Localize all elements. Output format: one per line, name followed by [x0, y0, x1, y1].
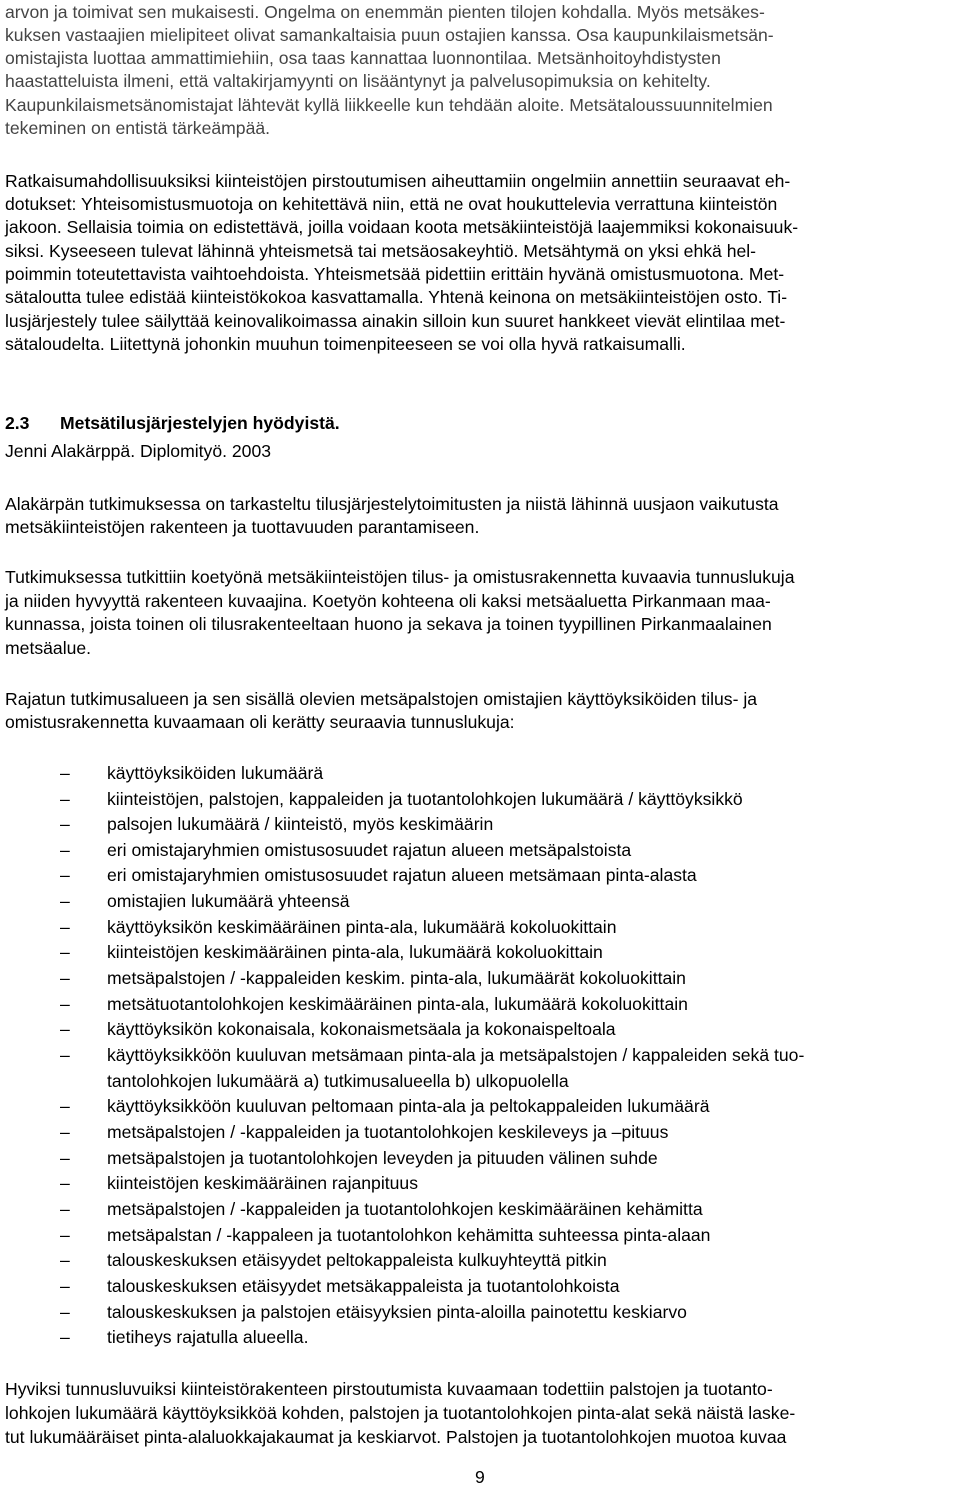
text-line: tut lukumääräiset pinta-alaluokkajakaumat ja keskiarvot. Palstojen ja tuotantolohkojen muotoa kuvaa	[5, 1427, 787, 1447]
list-item-text: käyttöyksiköiden lukumäärä	[107, 763, 324, 783]
list-item-text: kiinteistöjen, palstojen, kappaleiden ja tuotantolohkojen lukumäärä / käyttöyksikkö	[107, 789, 743, 809]
list-item-text: eri omistajaryhmien omistusosuudet rajatun alueen metsäpalstoista	[107, 840, 632, 860]
list-dash: –	[60, 917, 70, 937]
list-item-continuation: tantolohkojen lukumäärä a) tutkimusalueella b) ulkopuolella	[107, 1071, 569, 1091]
list-item-text: kiinteistöjen keskimääräinen pinta-ala, lukumäärä kokoluokittain	[107, 942, 603, 962]
list-item-text: käyttöyksikön keskimääräinen pinta-ala, lukumäärä kokoluokittain	[107, 917, 617, 937]
list-item-text: palsojen lukumäärä / kiinteistö, myös keskimäärin	[107, 814, 494, 834]
text-line: metsäalue.	[5, 638, 92, 658]
text-line: jakoon. Sellaisia toimia on edistettävä, joilla voidaan koota metsäkiinteistöjä laajemmiksi kokonaisuuk-	[5, 217, 799, 237]
list-item-text: omistajien lukumäärä yhteensä	[107, 891, 350, 911]
text-line: haastatteluista ilmeni, että valtakirjamyynti on lisääntynyt ja palvelusopimuksia on kehitelty.	[5, 71, 711, 91]
list-dash: –	[60, 1019, 70, 1039]
list-item-text: tietiheys rajatulla alueella.	[107, 1327, 309, 1347]
list-dash: –	[60, 968, 70, 988]
list-item-text: käyttöyksikön kokonaisala, kokonaismetsäala ja kokonaispeltoala	[107, 1019, 616, 1039]
list-dash: –	[60, 1250, 70, 1270]
text-line: tekeminen on entistä tärkeämpää.	[5, 118, 271, 138]
list-dash: –	[60, 1199, 70, 1219]
text-line: siksi. Kyseeseen tulevat lähinnä yhteismetsä tai metsäosakeyhtiö. Metsähtymä on yksi ehkä hel-	[5, 241, 757, 261]
section-number: 2.3	[5, 413, 30, 433]
text-line: Alakärpän tutkimuksessa on tarkasteltu tilusjärjestelytoimitusten ja niistä lähinnä uusjaon vaikutusta	[5, 494, 779, 514]
list-dash: –	[60, 865, 70, 885]
text-line: Tutkimuksessa tutkittiin koetyönä metsäkiinteistöjen tilus- ja omistusrakennetta kuvaavia tunnuslukuja	[5, 567, 795, 587]
list-dash: –	[60, 1045, 70, 1065]
list-item-text: metsätuotantolohkojen keskimääräinen pinta-ala, lukumäärä kokoluokittain	[107, 994, 688, 1014]
list-dash: –	[60, 1276, 70, 1296]
list-item-text: käyttöyksikköön kuuluvan metsämaan pinta-ala ja metsäpalstojen / kappaleiden sekä tuo-	[107, 1045, 805, 1065]
list-item-text: talouskeskuksen etäisyydet metsäkappaleista ja tuotantolohkoista	[107, 1276, 620, 1296]
list-item-text: metsäpalstan / -kappaleen ja tuotantolohkon kehämitta suhteessa pinta-alaan	[107, 1225, 711, 1245]
text-line: poimmin toteutettavista vaihtoehdoista. Yhteismetsää pidettiin erittäin hyvänä omistusmuotona. Met-	[5, 264, 785, 284]
section-title: Metsätilusjärjestelyjen hyödyistä.	[60, 413, 340, 433]
section-source: Jenni Alakärppä. Diplomityö. 2003	[5, 441, 272, 461]
list-item-text: käyttöyksikköön kuuluvan peltomaan pinta-ala ja peltokappaleiden lukumäärä	[107, 1096, 710, 1116]
list-dash: –	[60, 1122, 70, 1142]
list-dash: –	[60, 789, 70, 809]
text-line: kunnassa, joista toinen oli tilusrakenteeltaan huono ja sekava ja toinen tyypillinen Pirkanmaalainen	[5, 614, 772, 634]
list-dash: –	[60, 942, 70, 962]
list-dash: –	[60, 1225, 70, 1245]
text-line: sätaloutta tulee edistää kiinteistökokoa kasvattamalla. Yhtenä keinona on metsäkiinteistöjen osto. Ti-	[5, 287, 788, 307]
text-line: kuksen vastaajien mielipiteet olivat samankaltaisia puun ostajien kanssa. Osa kaupunkilaismetsän-	[5, 25, 774, 45]
list-item-text: kiinteistöjen keskimääräinen rajanpituus	[107, 1173, 418, 1193]
text-line: Hyviksi tunnusluvuiksi kiinteistörakenteen pirstoutumista kuvaamaan todettiin palstojen ja tuotanto-	[5, 1379, 773, 1399]
text-line: metsäkiinteistöjen rakenteen ja tuottavuuden parantamiseen.	[5, 517, 480, 537]
text-line: omistusrakennetta kuvaamaan oli kerätty seuraavia tunnuslukuja:	[5, 712, 515, 732]
list-dash: –	[60, 1096, 70, 1116]
list-item-text: metsäpalstojen / -kappaleiden keskim. pinta-ala, lukumäärät kokoluokittain	[107, 968, 686, 988]
list-item-text: metsäpalstojen ja tuotantolohkojen leveyden ja pituuden välinen suhde	[107, 1148, 658, 1168]
list-item-text: talouskeskuksen ja palstojen etäisyyksien pinta-aloilla painotettu keskiarvo	[107, 1302, 687, 1322]
list-dash: –	[60, 814, 70, 834]
list-dash: –	[60, 1148, 70, 1168]
text-line: Rajatun tutkimusalueen ja sen sisällä olevien metsäpalstojen omistajien käyttöyksiköiden tilus- ja	[5, 689, 758, 709]
text-line: omistajista luottaa ammattimiehiin, osa taas kannattaa luonnontilaa. Metsänhoitoyhdistysten	[5, 48, 721, 68]
text-line: dotukset: Yhteisomistusmuotoja on kehitettävä niin, että ne ovat houkuttelevia verrattuna kiinteistön	[5, 194, 778, 214]
page-number: 9	[475, 1467, 485, 1487]
text-line: Kaupunkilaismetsänomistajat lähtevät kyllä liikkeelle kun tehdään aloite. Metsätaloussuunnitelmien	[5, 95, 773, 115]
text-line: lohkojen lukumäärä käyttöyksikköä kohden, palstojen ja tuotantolohkojen pinta-alat sekä näistä laske-	[5, 1403, 796, 1423]
text-line: ja niiden hyvyyttä rakenteen kuvaajina. Koetyön kohteena oli kaksi metsäaluetta Pirkanmaan maa-	[5, 591, 771, 611]
text-line: lusjärjestely tulee säilyttää keinovalikoimassa ainakin silloin kun suuret hankkeet vievät elintilaa met-	[5, 311, 786, 331]
list-dash: –	[60, 1302, 70, 1322]
text-line: sätaloudelta. Liitettynä johonkin muuhun toimenpiteeseen se voi olla hyvä ratkaisumalli.	[5, 334, 686, 354]
text-line: Ratkaisumahdollisuuksiksi kiinteistöjen pirstoutumisen aiheuttamiin ongelmiin annettiin seuraavat eh-	[5, 171, 791, 191]
list-dash: –	[60, 1327, 70, 1347]
list-dash: –	[60, 763, 70, 783]
list-item-text: talouskeskuksen etäisyydet peltokappaleista kulkuyhteyttä pitkin	[107, 1250, 607, 1270]
list-dash: –	[60, 1173, 70, 1193]
list-dash: –	[60, 891, 70, 911]
list-item-text: metsäpalstojen / -kappaleiden ja tuotantolohkojen keskileveys ja –pituus	[107, 1122, 669, 1142]
list-dash: –	[60, 840, 70, 860]
list-item-text: metsäpalstojen / -kappaleiden ja tuotantolohkojen keskimääräinen kehämitta	[107, 1199, 703, 1219]
text-line: arvon ja toimivat sen mukaisesti. Ongelma on enemmän pienten tilojen kohdalla. Myös metsäkes-	[5, 2, 765, 22]
list-item-text: eri omistajaryhmien omistusosuudet rajatun alueen metsämaan pinta-alasta	[107, 865, 697, 885]
list-dash: –	[60, 994, 70, 1014]
